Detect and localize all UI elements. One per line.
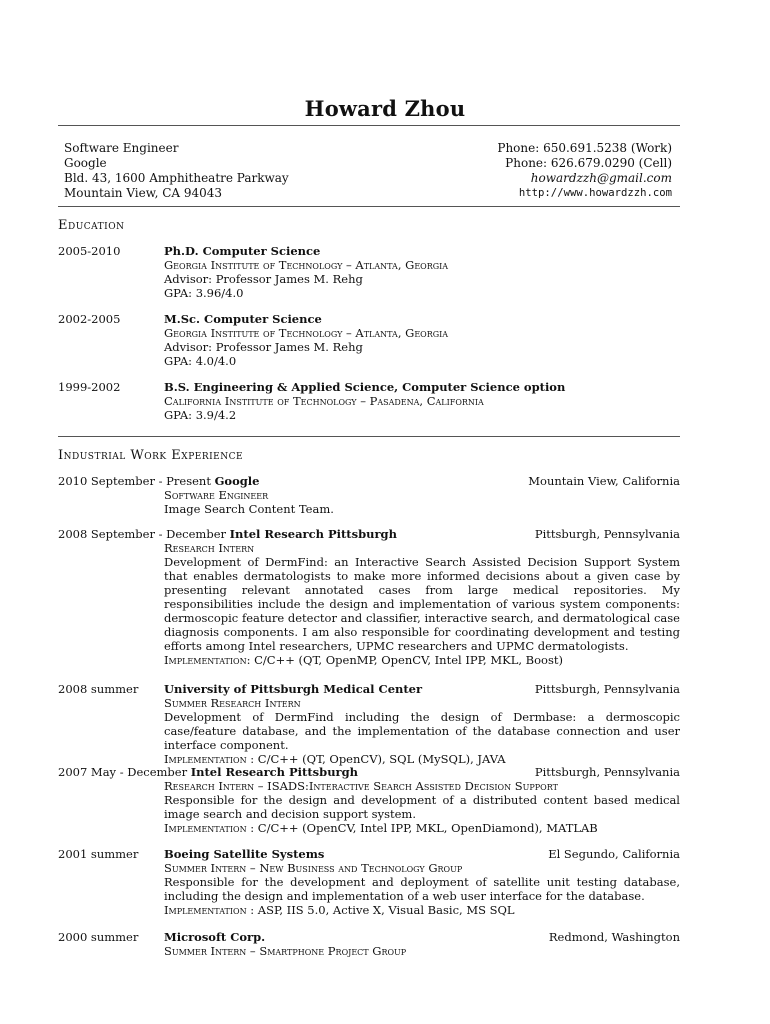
role: Software Engineer	[164, 488, 269, 502]
entry-location: Pittsburgh, Pennsylvania	[534, 765, 680, 779]
role: Summer Intern – Smartphone Project Group	[164, 944, 407, 958]
organization: University of Pittsburgh Medical Center	[164, 682, 423, 696]
entry-location: El Segundo, California	[548, 847, 680, 861]
header-rule-top	[58, 125, 680, 126]
school: Georgia Institute of Technology – Atlanta, Georgia	[164, 326, 449, 340]
entry-date: 2008 summer	[58, 682, 139, 696]
organization: Intel Research Pittsburgh	[229, 527, 397, 541]
description: Development of DermFind: an Interactive Search Assisted Decision Support System that enables dermatologists to make more informed decisions about a given case by presenting relevant annotated cases from large medical repositories. My responsibilities include the design and implementation of various system components: dermoscopic feature detector and classifier, interactive search, and dermatological case diagnosis components. I am also responsible for coordinating development and testing efforts among Intel researchers, UPMC researchers and UPMC dermatologists.	[164, 555, 680, 653]
phone-work: Phone: 650.691.5238 (Work)	[497, 141, 672, 155]
description: Responsible for the development and deployment of satellite unit testing database, including the design and implementation of a web user interface for the database.	[164, 875, 680, 903]
implementation: Implementation : C/C++ (OpenCV, Intel IPP, MKL, OpenDiamond), MATLAB	[164, 821, 598, 835]
entry-date: 1999-2002	[58, 380, 121, 394]
employer: Google	[64, 156, 107, 170]
organization: Intel Research Pittsburgh	[190, 765, 359, 779]
role: Research Intern – ISADS:Interactive Search Assisted Decision Support	[164, 779, 558, 793]
phone-cell: Phone: 626.679.0290 (Cell)	[505, 156, 672, 170]
website-link[interactable]: http://www.howardzzh.com	[518, 187, 672, 199]
organization: Microsoft Corp.	[164, 930, 266, 944]
street-address: Bld. 43, 1600 Amphitheatre Parkway	[64, 171, 289, 185]
implementation: Implementation: C/C++ (QT, OpenMP, OpenCV, Intel IPP, MKL, Boost)	[164, 653, 563, 667]
resume-name: Howard Zhou	[304, 96, 466, 121]
entry-location: Redmond, Washington	[548, 930, 680, 944]
contact-info	[497, 141, 672, 201]
entry-date: 2010 September - Present Google	[58, 474, 260, 488]
entry-date: 2001 summer	[58, 847, 139, 861]
entry-date: 2005-2010	[58, 244, 121, 258]
degree: B.S. Engineering & Applied Science, Computer Science option	[164, 380, 566, 394]
email-link[interactable]: howardzzh@gmail.com	[530, 171, 672, 185]
description: Responsible for the design and development of a distributed content based medical image search and decision support system.	[164, 793, 680, 821]
entry-location: Mountain View, California	[528, 474, 680, 488]
entry-location: Pittsburgh, Pennsylvania	[534, 682, 680, 696]
description: Image Search Content Team.	[164, 502, 334, 516]
implementation: Implementation : C/C++ (QT, OpenCV), SQL (MySQL), JAVA	[164, 752, 506, 766]
entry-location: Pittsburgh, Pennsylvania	[534, 527, 680, 541]
contact-address	[64, 141, 289, 201]
city-address: Mountain View, CA 94043	[64, 186, 223, 200]
gpa: GPA: 3.9/4.2	[164, 408, 237, 422]
organization: Google	[214, 474, 260, 488]
entry-date: 2002-2005	[58, 312, 121, 326]
implementation: Implementation : ASP, IIS 5.0, Active X, Visual Basic, MS SQL	[164, 903, 515, 917]
education-heading: Education	[58, 218, 125, 233]
header-rule-bottom	[58, 206, 680, 207]
entry-date: 2000 summer	[58, 930, 139, 944]
school: Georgia Institute of Technology – Atlanta, Georgia	[164, 258, 449, 272]
section-rule	[58, 436, 680, 437]
advisor: Advisor: Professor James M. Rehg	[164, 272, 363, 286]
degree: M.Sc. Computer Science	[164, 312, 322, 326]
role: Summer Intern – New Business and Technology Group	[164, 861, 463, 875]
organization: Boeing Satellite Systems	[164, 847, 325, 861]
advisor: Advisor: Professor James M. Rehg	[164, 340, 363, 354]
role: Summer Research Intern	[164, 696, 301, 710]
gpa: GPA: 4.0/4.0	[164, 354, 237, 368]
school: California Institute of Technology – Pasadena, California	[164, 394, 484, 408]
description: Development of DermFind including the design of Dermbase: a dermoscopic case/feature database, and the implementation of the database connection and user interface component.	[164, 710, 680, 752]
work-heading: Industrial Work Experience	[58, 448, 244, 463]
gpa: GPA: 3.96/4.0	[164, 286, 244, 300]
degree: Ph.D. Computer Science	[164, 244, 321, 258]
job-title: Software Engineer	[64, 141, 179, 155]
role: Research Intern	[164, 541, 255, 555]
entry-date: 2008 September - December Intel Research Pittsburgh	[58, 527, 397, 541]
entry-date: 2007 May - December Intel Research Pittsburgh	[58, 765, 359, 779]
